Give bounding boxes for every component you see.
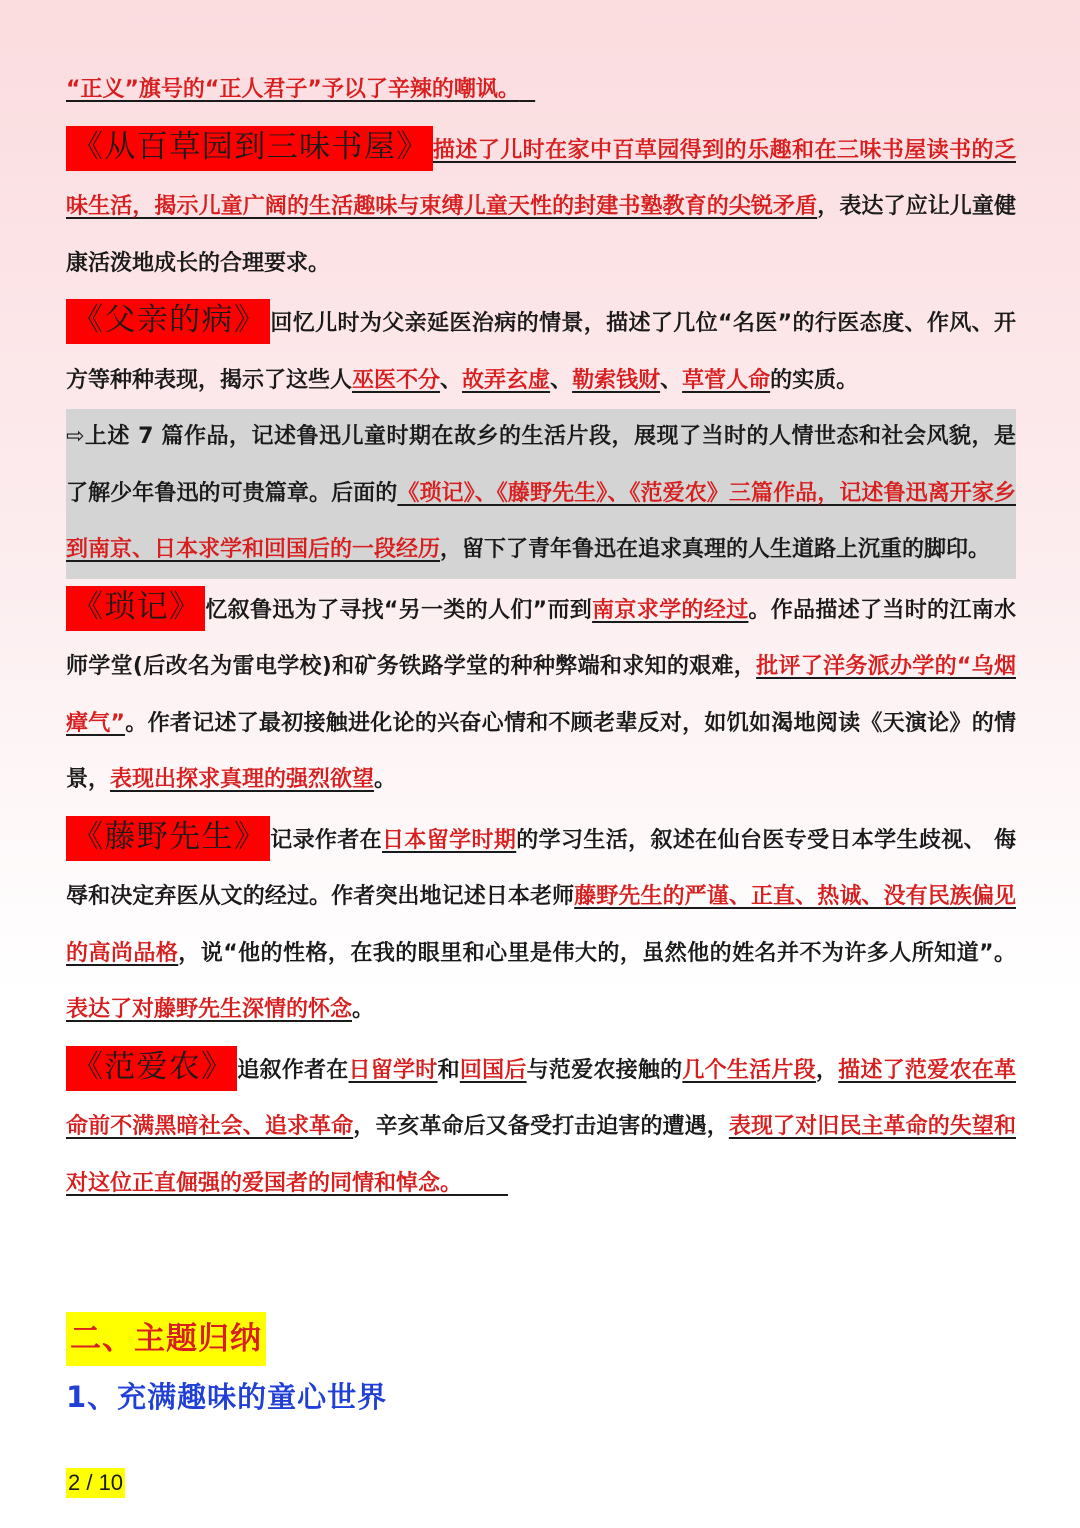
paragraph-baicaoyuan: [66, 119, 1016, 293]
plain-text: 。作品描述了当时的江南水师学堂(后改名为雷电学校)和矿务铁路学堂的种种弊端和求知的艰难，: [66, 597, 1016, 679]
title-tag-baicaoyuan: 《从百草园到三味书屋》: [66, 126, 433, 171]
red-underlined-text: 日留学时: [348, 1057, 438, 1083]
red-underlined-text: 描述了范爱农在革命前不满黑暗社会、追求革命: [66, 1057, 1016, 1139]
plain-text: 的学习生活，叙述在仙台医专受日本学生歧视、 侮辱和决定弃医从文的经过。作者突出地记述日本老师: [66, 827, 1016, 909]
plain-text: 追叙作者在: [237, 1057, 349, 1083]
title-tag-tengye: 《藤野先生》: [66, 816, 270, 861]
section-heading: 二、主题归纳: [66, 1312, 266, 1366]
arrow-right-icon: ⇨: [66, 424, 85, 449]
red-underlined-text: 表现了对旧民主革命的失望和对这位正直倔强的爱国者的同情和悼念。: [66, 1114, 1016, 1196]
red-underlined-text: 勒索钱财: [572, 367, 661, 393]
paragraph-tengye: [66, 809, 1016, 1039]
title-tag-fuqin: 《父亲的病》: [66, 299, 270, 344]
plain-text: 。: [374, 767, 397, 792]
plain-text: 的实质。: [770, 367, 859, 393]
plain-text: 回忆儿时为父亲延医治病的情景，描述了几位“名医”的行医态度、作风、开方等种种表现，揭示了这些人: [66, 311, 1017, 393]
subsection-heading: 1、充满趣味的童心世界: [66, 1380, 388, 1414]
red-underlined-text: 表现出探求真理的强烈欲望: [110, 767, 375, 792]
red-underlined-text: 回国后: [459, 1057, 527, 1083]
red-underlined-text: 批评了洋务派办学的“乌烟瘴气”: [66, 654, 1016, 736]
summary-block: [66, 409, 1016, 579]
plain-text: 。作者记述了最初接触进化论的兴奋心情和不顾老辈反对，如饥如渴地阅读《天演论》的情景，: [66, 710, 1016, 792]
paragraph-fuqin: [66, 292, 1016, 409]
red-underlined-text: “正义”旗号的“正人君子”予以了辛辣的嘲讽。: [66, 77, 520, 102]
red-underlined-text: 《琐记》、《藤野先生》、《范爱农》三篇作品，记述鲁迅离开家乡到南京、日本求学和回国后的一段经历: [66, 480, 1016, 562]
paragraph-suoji: [66, 579, 1016, 809]
title-tag-fanainong: 《范爱农》: [66, 1046, 237, 1091]
plain-text: ，表达了应让儿童健康活泼地成长的合理要求。: [66, 194, 1016, 276]
red-underlined-text: 草菅人命: [682, 367, 771, 393]
separator: 、: [550, 367, 573, 393]
red-underlined-text: 几个生活片段: [682, 1057, 816, 1083]
plain-text: ，辛亥革命后又备受打击迫害的遭遇，: [353, 1114, 729, 1139]
plain-text: 与范爱农接触的: [526, 1057, 683, 1083]
underline-filler: [462, 1171, 508, 1196]
red-underlined-text: 描述了儿时在家中百草园得到的乐趣和在三味书屋读书的乏味生活，揭示儿童广阔的生活趣味与束缚儿童天性的封建书塾教育的尖锐矛盾: [66, 137, 1016, 219]
red-underlined-text: 故弄玄虚: [462, 367, 551, 393]
plain-text: ，: [815, 1057, 839, 1083]
plain-text: 和: [437, 1057, 460, 1083]
paragraph-fanainong: [66, 1039, 1016, 1213]
plain-text: 忆叙鲁迅为了寻找“另一类的人们”而到: [205, 597, 593, 623]
title-tag-suoji: 《琐记》: [66, 586, 205, 631]
plain-text: 记录作者在: [270, 827, 383, 853]
paragraph-continuation: [66, 62, 1016, 119]
document-body: [66, 62, 1016, 1212]
red-underlined-text: 南京求学的经过: [592, 597, 749, 623]
page-number: 2 / 10: [66, 1468, 125, 1498]
red-underlined-text: 巫医不分: [352, 367, 441, 393]
plain-text: ，留下了青年鲁迅在追求真理的人生道路上沉重的脚印。: [440, 537, 991, 562]
underline-filler: [520, 77, 535, 102]
plain-text: 。: [352, 997, 375, 1022]
separator: 、: [440, 367, 463, 393]
red-underlined-text: 藤野先生的严谨、正直、热诚、没有民族偏见的高尚品格: [66, 884, 1016, 966]
separator: 、: [660, 367, 683, 393]
red-underlined-text: 表达了对藤野先生深情的怀念: [66, 997, 353, 1022]
plain-text: ，说“他的性格，在我的眼里和心里是伟大的，虽然他的姓名并不为许多人所知道”。: [178, 940, 1016, 966]
red-underlined-text: 日本留学时期: [382, 827, 517, 853]
plain-text: 上述 7 篇作品，记述鲁迅儿童时期在故乡的生活片段，展现了当时的人情世态和社会风貌，是了解少年鲁迅的可贵篇章。后面的: [66, 424, 1016, 506]
